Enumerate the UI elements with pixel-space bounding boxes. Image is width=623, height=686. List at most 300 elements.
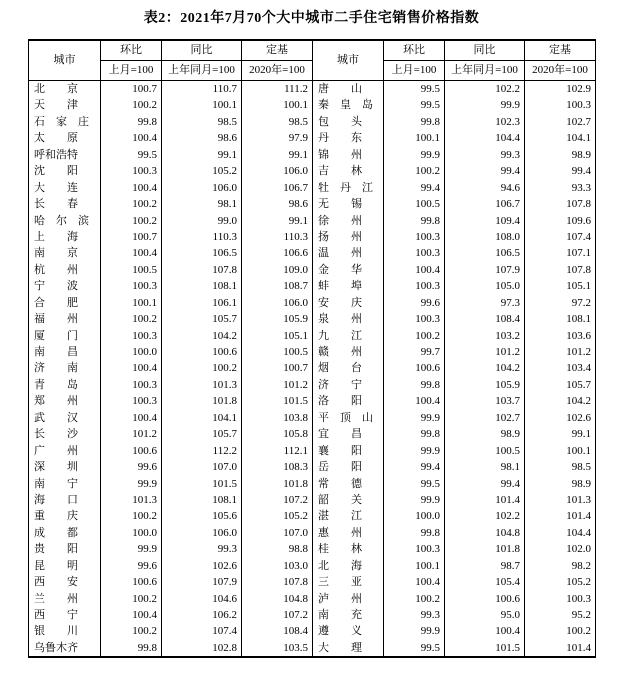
yoy-value: 98.9 xyxy=(445,426,525,442)
fixed-base-value: 107.8 xyxy=(525,196,596,212)
yoy-value: 106.1 xyxy=(162,295,242,311)
table-row xyxy=(29,377,596,393)
yoy-value: 100.2 xyxy=(162,360,242,376)
yoy-value: 107.4 xyxy=(162,623,242,639)
fixed-base-value: 99.4 xyxy=(525,163,596,179)
city-cell: 宁 波 xyxy=(29,278,101,294)
subheader-fixed-base-left: 2020年=100 xyxy=(242,61,313,81)
yoy-value: 108.1 xyxy=(162,492,242,508)
yoy-value: 102.2 xyxy=(445,508,525,524)
table-row xyxy=(29,623,596,639)
fixed-base-value: 107.8 xyxy=(242,574,313,590)
mom-value: 100.2 xyxy=(101,97,162,113)
yoy-value: 99.3 xyxy=(445,147,525,163)
fixed-base-value: 100.2 xyxy=(525,623,596,639)
city-cell: 徐 州 xyxy=(313,213,384,229)
yoy-value: 104.2 xyxy=(445,360,525,376)
fixed-base-value: 105.2 xyxy=(525,574,596,590)
fixed-base-value: 102.9 xyxy=(525,81,596,98)
city-cell: 南 宁 xyxy=(29,476,101,492)
city-cell: 泉 州 xyxy=(313,311,384,327)
mom-value: 100.2 xyxy=(101,311,162,327)
yoy-value: 101.5 xyxy=(162,476,242,492)
table-row xyxy=(29,607,596,623)
mom-value: 100.7 xyxy=(101,81,162,98)
mom-value: 99.8 xyxy=(384,426,445,442)
fixed-base-value: 97.2 xyxy=(525,295,596,311)
yoy-value: 105.0 xyxy=(445,278,525,294)
fixed-base-value: 107.0 xyxy=(242,525,313,541)
yoy-value: 110.3 xyxy=(162,229,242,245)
yoy-value: 100.4 xyxy=(445,623,525,639)
yoy-value: 101.4 xyxy=(445,492,525,508)
mom-value: 99.9 xyxy=(384,443,445,459)
mom-value: 100.4 xyxy=(384,574,445,590)
mom-value: 99.3 xyxy=(384,607,445,623)
table-row xyxy=(29,163,596,179)
city-cell: 济 南 xyxy=(29,360,101,376)
fixed-base-value: 107.8 xyxy=(525,262,596,278)
yoy-value: 108.4 xyxy=(445,311,525,327)
city-cell: 上 海 xyxy=(29,229,101,245)
yoy-value: 101.8 xyxy=(445,541,525,557)
yoy-value: 101.3 xyxy=(162,377,242,393)
city-cell: 温 州 xyxy=(313,245,384,261)
fixed-base-value: 100.1 xyxy=(525,443,596,459)
city-cell: 重 庆 xyxy=(29,508,101,524)
city-cell: 丹 东 xyxy=(313,130,384,146)
city-cell: 成 都 xyxy=(29,525,101,541)
yoy-value: 94.6 xyxy=(445,180,525,196)
table-row xyxy=(29,508,596,524)
mom-value: 100.6 xyxy=(384,360,445,376)
yoy-value: 97.3 xyxy=(445,295,525,311)
yoy-value: 102.3 xyxy=(445,114,525,130)
city-cell: 南 京 xyxy=(29,245,101,261)
fixed-base-value: 102.6 xyxy=(525,410,596,426)
table-row xyxy=(29,311,596,327)
yoy-value: 107.9 xyxy=(162,574,242,590)
city-cell: 银 川 xyxy=(29,623,101,639)
fixed-base-value: 108.3 xyxy=(242,459,313,475)
city-cell: 扬 州 xyxy=(313,229,384,245)
fixed-base-value: 103.6 xyxy=(525,328,596,344)
header-yoy-right: 同比 xyxy=(445,40,525,61)
mom-value: 100.4 xyxy=(101,130,162,146)
fixed-base-value: 97.9 xyxy=(242,130,313,146)
yoy-value: 99.4 xyxy=(445,476,525,492)
yoy-value: 104.1 xyxy=(162,410,242,426)
city-cell: 金 华 xyxy=(313,262,384,278)
yoy-value: 99.0 xyxy=(162,213,242,229)
mom-value: 100.6 xyxy=(101,443,162,459)
fixed-base-value: 108.4 xyxy=(242,623,313,639)
city-cell: 桂 林 xyxy=(313,541,384,557)
city-cell: 太 原 xyxy=(29,130,101,146)
table-header xyxy=(29,40,596,81)
city-cell: 北 京 xyxy=(29,81,101,98)
fixed-base-value: 98.9 xyxy=(525,476,596,492)
yoy-value: 106.0 xyxy=(162,180,242,196)
table-row xyxy=(29,574,596,590)
header-yoy-left: 同比 xyxy=(162,40,242,61)
fixed-base-value: 100.3 xyxy=(525,591,596,607)
mom-value: 100.4 xyxy=(384,262,445,278)
city-cell: 哈 尔 滨 xyxy=(29,213,101,229)
mom-value: 99.9 xyxy=(384,623,445,639)
city-cell: 九 江 xyxy=(313,328,384,344)
mom-value: 100.3 xyxy=(384,245,445,261)
yoy-value: 101.2 xyxy=(445,344,525,360)
mom-value: 99.4 xyxy=(384,180,445,196)
fixed-base-value: 108.1 xyxy=(525,311,596,327)
yoy-value: 98.1 xyxy=(445,459,525,475)
fixed-base-value: 105.1 xyxy=(525,278,596,294)
city-cell: 洛 阳 xyxy=(313,393,384,409)
yoy-value: 100.1 xyxy=(162,97,242,113)
fixed-base-value: 98.6 xyxy=(242,196,313,212)
mom-value: 100.2 xyxy=(384,328,445,344)
city-cell: 沈 阳 xyxy=(29,163,101,179)
fixed-base-value: 104.2 xyxy=(525,393,596,409)
mom-value: 100.3 xyxy=(101,393,162,409)
fixed-base-value: 100.5 xyxy=(242,344,313,360)
mom-value: 100.3 xyxy=(384,311,445,327)
city-cell: 岳 阳 xyxy=(313,459,384,475)
fixed-base-value: 103.8 xyxy=(242,410,313,426)
header-row-sub xyxy=(29,61,596,81)
mom-value: 99.5 xyxy=(384,640,445,657)
mom-value: 99.8 xyxy=(384,213,445,229)
fixed-base-value: 98.5 xyxy=(242,114,313,130)
fixed-base-value: 101.4 xyxy=(525,508,596,524)
city-cell: 平 顶 山 xyxy=(313,410,384,426)
mom-value: 100.1 xyxy=(384,130,445,146)
fixed-base-value: 101.3 xyxy=(525,492,596,508)
mom-value: 100.4 xyxy=(101,360,162,376)
fixed-base-value: 102.7 xyxy=(525,114,596,130)
city-cell: 泸 州 xyxy=(313,591,384,607)
fixed-base-value: 103.0 xyxy=(242,558,313,574)
city-cell: 牡 丹 江 xyxy=(313,180,384,196)
mom-value: 100.3 xyxy=(384,229,445,245)
city-cell: 安 庆 xyxy=(313,295,384,311)
fixed-base-value: 98.8 xyxy=(242,541,313,557)
yoy-value: 102.7 xyxy=(445,410,525,426)
fixed-base-value: 98.9 xyxy=(525,147,596,163)
table-row xyxy=(29,393,596,409)
table-row xyxy=(29,196,596,212)
table-title: 表2：2021年7月70个大中城市二手住宅销售价格指数 xyxy=(143,11,480,26)
fixed-base-value: 105.8 xyxy=(242,426,313,442)
mom-value: 99.9 xyxy=(384,147,445,163)
city-cell: 贵 阳 xyxy=(29,541,101,557)
mom-value: 100.3 xyxy=(384,541,445,557)
yoy-value: 106.5 xyxy=(445,245,525,261)
mom-value: 100.3 xyxy=(101,377,162,393)
city-cell: 大 理 xyxy=(313,640,384,657)
yoy-value: 99.3 xyxy=(162,541,242,557)
mom-value: 101.2 xyxy=(101,426,162,442)
city-cell: 郑 州 xyxy=(29,393,101,409)
mom-value: 100.2 xyxy=(101,623,162,639)
price-index-table xyxy=(28,39,596,658)
mom-value: 100.3 xyxy=(384,278,445,294)
mom-value: 100.2 xyxy=(101,508,162,524)
city-cell: 韶 关 xyxy=(313,492,384,508)
yoy-value: 105.6 xyxy=(162,508,242,524)
yoy-value: 105.7 xyxy=(162,311,242,327)
table-row xyxy=(29,360,596,376)
fixed-base-value: 108.7 xyxy=(242,278,313,294)
fixed-base-value: 101.2 xyxy=(242,377,313,393)
fixed-base-value: 93.3 xyxy=(525,180,596,196)
yoy-value: 107.9 xyxy=(445,262,525,278)
mom-value: 100.4 xyxy=(101,180,162,196)
yoy-value: 102.8 xyxy=(162,640,242,657)
yoy-value: 107.8 xyxy=(162,262,242,278)
fixed-base-value: 98.2 xyxy=(525,558,596,574)
fixed-base-value: 105.2 xyxy=(242,508,313,524)
city-cell: 厦 门 xyxy=(29,328,101,344)
subheader-mom-right: 上月=100 xyxy=(384,61,445,81)
mom-value: 99.5 xyxy=(101,147,162,163)
fixed-base-value: 105.9 xyxy=(242,311,313,327)
table-row xyxy=(29,97,596,113)
city-cell: 吉 林 xyxy=(313,163,384,179)
city-cell: 宜 昌 xyxy=(313,426,384,442)
city-cell: 长 春 xyxy=(29,196,101,212)
city-cell: 呼和浩特 xyxy=(29,147,101,163)
fixed-base-value: 106.6 xyxy=(242,245,313,261)
fixed-base-value: 110.3 xyxy=(242,229,313,245)
yoy-value: 103.2 xyxy=(445,328,525,344)
mom-value: 100.4 xyxy=(101,410,162,426)
yoy-value: 104.4 xyxy=(445,130,525,146)
yoy-value: 104.8 xyxy=(445,525,525,541)
mom-value: 100.0 xyxy=(384,508,445,524)
fixed-base-value: 101.2 xyxy=(525,344,596,360)
mom-value: 100.2 xyxy=(384,591,445,607)
city-cell: 襄 阳 xyxy=(313,443,384,459)
fixed-base-value: 101.4 xyxy=(525,640,596,657)
table-row xyxy=(29,130,596,146)
fixed-base-value: 107.2 xyxy=(242,492,313,508)
city-cell: 乌鲁木齐 xyxy=(29,640,101,657)
mom-value: 99.9 xyxy=(101,476,162,492)
yoy-value: 102.6 xyxy=(162,558,242,574)
yoy-value: 101.8 xyxy=(162,393,242,409)
yoy-value: 105.9 xyxy=(445,377,525,393)
table-row xyxy=(29,492,596,508)
yoy-value: 99.1 xyxy=(162,147,242,163)
header-mom-left: 环比 xyxy=(101,40,162,61)
table-row xyxy=(29,640,596,657)
yoy-value: 109.4 xyxy=(445,213,525,229)
city-cell: 湛 江 xyxy=(313,508,384,524)
city-cell: 蚌 埠 xyxy=(313,278,384,294)
fixed-base-value: 101.5 xyxy=(242,393,313,409)
city-cell: 杭 州 xyxy=(29,262,101,278)
mom-value: 99.6 xyxy=(384,295,445,311)
table-body xyxy=(29,81,596,658)
subheader-mom-left: 上月=100 xyxy=(101,61,162,81)
table-row xyxy=(29,295,596,311)
mom-value: 100.0 xyxy=(101,344,162,360)
table-row xyxy=(29,328,596,344)
city-cell: 青 岛 xyxy=(29,377,101,393)
mom-value: 99.5 xyxy=(384,81,445,98)
mom-value: 100.5 xyxy=(384,196,445,212)
fixed-base-value: 106.0 xyxy=(242,163,313,179)
yoy-value: 99.9 xyxy=(445,97,525,113)
fixed-base-value: 103.5 xyxy=(242,640,313,657)
table-row xyxy=(29,344,596,360)
fixed-base-value: 106.0 xyxy=(242,295,313,311)
city-cell: 北 海 xyxy=(313,558,384,574)
table-row xyxy=(29,245,596,261)
mom-value: 100.2 xyxy=(384,163,445,179)
city-cell: 海 口 xyxy=(29,492,101,508)
yoy-value: 105.7 xyxy=(162,426,242,442)
fixed-base-value: 106.7 xyxy=(242,180,313,196)
city-cell: 南 充 xyxy=(313,607,384,623)
fixed-base-value: 101.8 xyxy=(242,476,313,492)
header-fixed-base-left: 定基 xyxy=(242,40,313,61)
fixed-base-value: 100.3 xyxy=(525,97,596,113)
city-cell: 武 汉 xyxy=(29,410,101,426)
mom-value: 101.3 xyxy=(101,492,162,508)
mom-value: 100.2 xyxy=(101,591,162,607)
fixed-base-value: 107.1 xyxy=(525,245,596,261)
city-cell: 合 肥 xyxy=(29,295,101,311)
table-row xyxy=(29,525,596,541)
mom-value: 99.9 xyxy=(101,541,162,557)
city-cell: 秦 皇 岛 xyxy=(313,97,384,113)
city-cell: 锦 州 xyxy=(313,147,384,163)
table-row xyxy=(29,147,596,163)
header-row-top xyxy=(29,40,596,61)
mom-value: 100.1 xyxy=(384,558,445,574)
table-row xyxy=(29,426,596,442)
table-row xyxy=(29,229,596,245)
yoy-value: 98.7 xyxy=(445,558,525,574)
subheader-yoy-right: 上年同月=100 xyxy=(445,61,525,81)
yoy-value: 108.0 xyxy=(445,229,525,245)
subheader-yoy-left: 上年同月=100 xyxy=(162,61,242,81)
mom-value: 99.8 xyxy=(384,525,445,541)
city-cell: 唐 山 xyxy=(313,81,384,98)
mom-value: 100.0 xyxy=(101,525,162,541)
mom-value: 100.4 xyxy=(101,607,162,623)
table-row xyxy=(29,476,596,492)
yoy-value: 98.6 xyxy=(162,130,242,146)
city-cell: 兰 州 xyxy=(29,591,101,607)
yoy-value: 106.7 xyxy=(445,196,525,212)
mom-value: 100.2 xyxy=(101,213,162,229)
fixed-base-value: 104.1 xyxy=(525,130,596,146)
yoy-value: 100.6 xyxy=(445,591,525,607)
city-cell: 遵 义 xyxy=(313,623,384,639)
table-row xyxy=(29,591,596,607)
fixed-base-value: 103.4 xyxy=(525,360,596,376)
yoy-value: 98.1 xyxy=(162,196,242,212)
yoy-value: 95.0 xyxy=(445,607,525,623)
fixed-base-value: 107.4 xyxy=(525,229,596,245)
table-row xyxy=(29,81,596,98)
city-cell: 深 圳 xyxy=(29,459,101,475)
fixed-base-value: 99.1 xyxy=(242,213,313,229)
table-row xyxy=(29,262,596,278)
mom-value: 100.3 xyxy=(101,328,162,344)
table-row xyxy=(29,443,596,459)
yoy-value: 110.7 xyxy=(162,81,242,98)
fixed-base-value: 100.7 xyxy=(242,360,313,376)
fixed-base-value: 105.1 xyxy=(242,328,313,344)
mom-value: 99.6 xyxy=(101,459,162,475)
table-row xyxy=(29,410,596,426)
city-cell: 南 昌 xyxy=(29,344,101,360)
mom-value: 100.7 xyxy=(101,229,162,245)
mom-value: 99.5 xyxy=(384,476,445,492)
table-row xyxy=(29,180,596,196)
yoy-value: 106.0 xyxy=(162,525,242,541)
city-cell: 长 沙 xyxy=(29,426,101,442)
city-cell: 大 连 xyxy=(29,180,101,196)
yoy-value: 98.5 xyxy=(162,114,242,130)
mom-value: 99.8 xyxy=(101,114,162,130)
fixed-base-value: 107.2 xyxy=(242,607,313,623)
city-cell: 赣 州 xyxy=(313,344,384,360)
mom-value: 100.4 xyxy=(101,245,162,261)
city-cell: 惠 州 xyxy=(313,525,384,541)
mom-value: 100.6 xyxy=(101,574,162,590)
header-fixed-base-right: 定基 xyxy=(525,40,596,61)
yoy-value: 105.2 xyxy=(162,163,242,179)
mom-value: 99.8 xyxy=(384,377,445,393)
mom-value: 100.3 xyxy=(101,278,162,294)
yoy-value: 104.2 xyxy=(162,328,242,344)
fixed-base-value: 99.1 xyxy=(525,426,596,442)
city-cell: 无 锡 xyxy=(313,196,384,212)
fixed-base-value: 95.2 xyxy=(525,607,596,623)
fixed-base-value: 109.0 xyxy=(242,262,313,278)
mom-value: 100.2 xyxy=(101,196,162,212)
fixed-base-value: 98.5 xyxy=(525,459,596,475)
city-cell: 济 宁 xyxy=(313,377,384,393)
yoy-value: 100.6 xyxy=(162,344,242,360)
mom-value: 99.8 xyxy=(101,640,162,657)
mom-value: 99.6 xyxy=(101,558,162,574)
mom-value: 99.4 xyxy=(384,459,445,475)
city-cell: 西 安 xyxy=(29,574,101,590)
yoy-value: 103.7 xyxy=(445,393,525,409)
fixed-base-value: 102.0 xyxy=(525,541,596,557)
city-cell: 昆 明 xyxy=(29,558,101,574)
mom-value: 100.1 xyxy=(101,295,162,311)
subheader-fixed-base-right: 2020年=100 xyxy=(525,61,596,81)
header-city-right: 城市 xyxy=(313,40,384,81)
yoy-value: 106.2 xyxy=(162,607,242,623)
mom-value: 99.8 xyxy=(384,114,445,130)
city-cell: 三 亚 xyxy=(313,574,384,590)
yoy-value: 101.5 xyxy=(445,640,525,657)
yoy-value: 99.4 xyxy=(445,163,525,179)
city-cell: 包 头 xyxy=(313,114,384,130)
table-row xyxy=(29,278,596,294)
header-city-left: 城市 xyxy=(29,40,101,81)
yoy-value: 106.5 xyxy=(162,245,242,261)
